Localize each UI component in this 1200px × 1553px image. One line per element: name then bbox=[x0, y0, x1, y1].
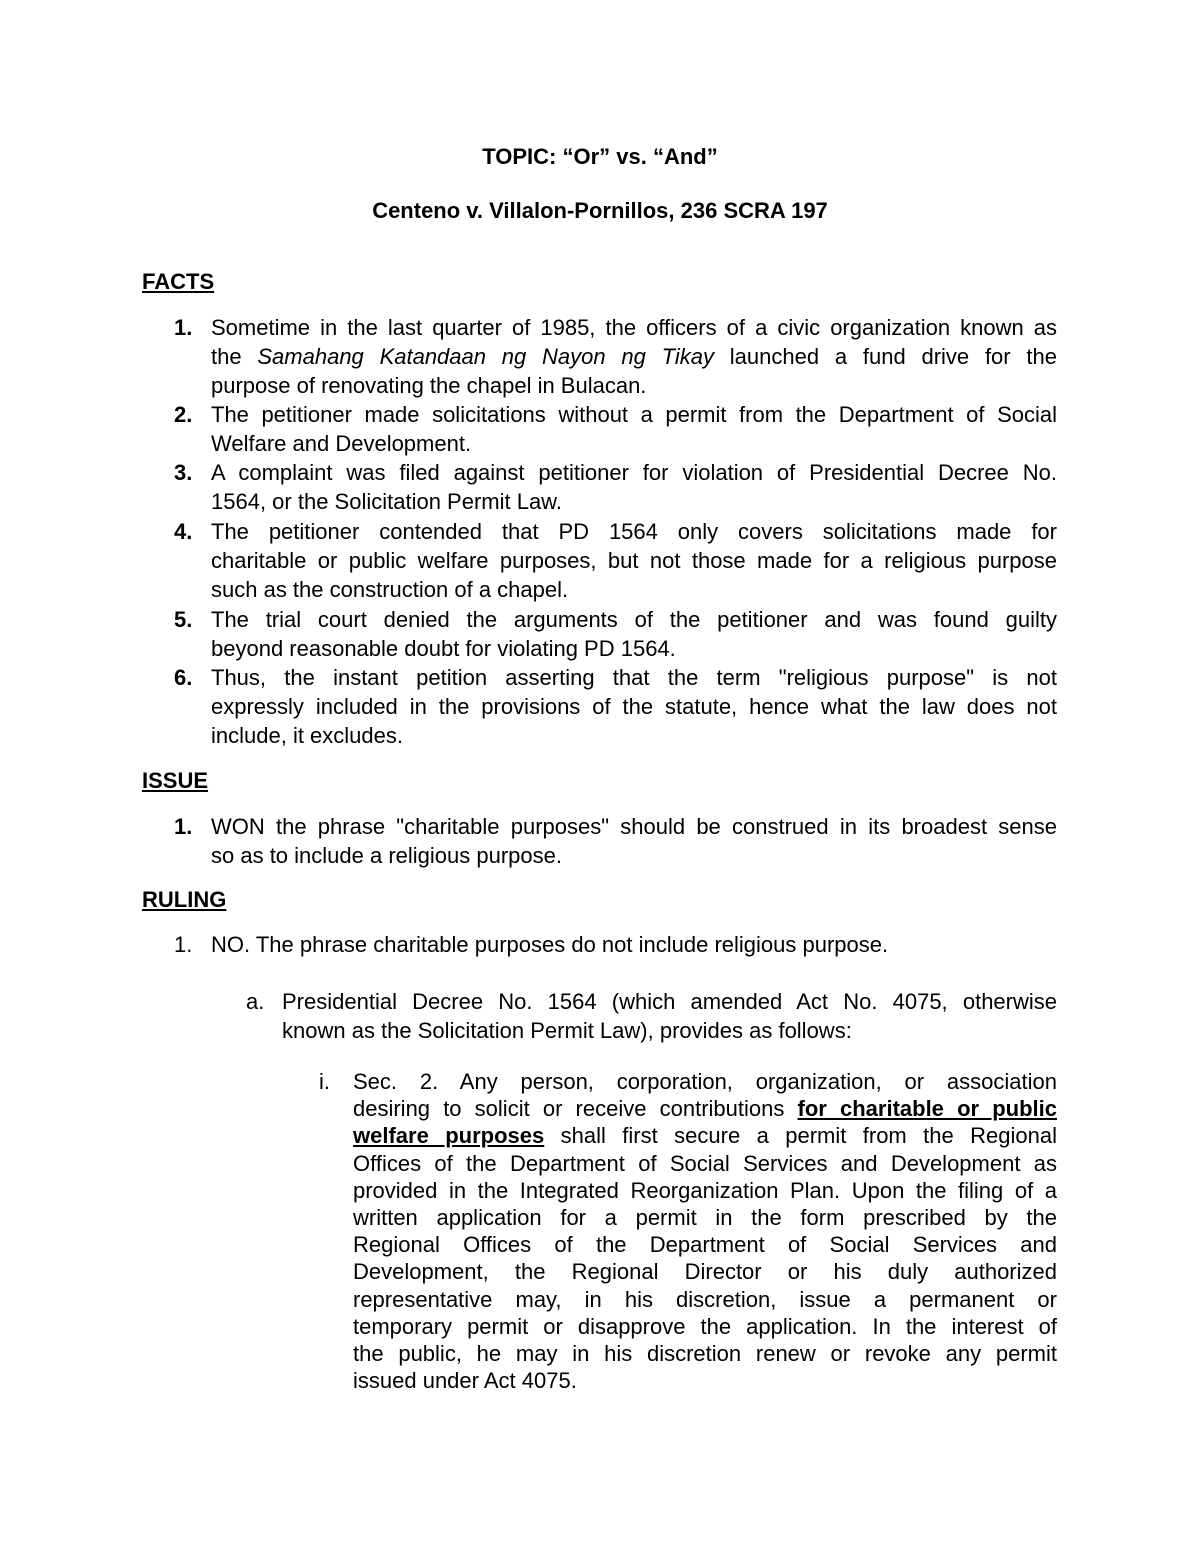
emphasized-phrase-cont: welfare purposes bbox=[353, 1123, 545, 1149]
list-number: 3. bbox=[174, 460, 193, 485]
facts-heading: FACTS bbox=[142, 269, 215, 294]
list-number: 1. bbox=[174, 814, 193, 839]
topic-line: TOPIC: “Or” vs. “And” bbox=[482, 144, 718, 169]
list-text: Presidential Decree No. 1564 (which amended Act No. 4075, otherwise known as the Solicitation Permit Law), provides as follows: bbox=[282, 989, 1057, 1043]
list-text: The petitioner made solicitations without a permit from the Department of Social Welfare and Development. bbox=[211, 402, 1057, 456]
quoted-provision: Sec. 2. Any person, corporation, organization, or association desiring to solicit or receive contributions for charitable or public welfare purposes shall first secure a permit from the Regional Offices of the Department of Social Services and Development as provided in the Integrated Reorganization Plan. Upon the filing of a written application for a permit in the form prescribed by the Regional Offices of the Department of Social Services and Development, the Regional Director or his duly authorized representative may, in his discretion, issue a permanent or temporary permit or disapprove the application. In the interest of the public, he may in his discretion renew or revoke any permit issued under Act 4075. bbox=[353, 1069, 1057, 1394]
list-text: NO. The phrase charitable purposes do not include religious purpose. bbox=[211, 932, 889, 957]
emphasized-phrase: for charitable or public bbox=[797, 1096, 1057, 1122]
list-text: WON the phrase "charitable purposes" should be construed in its broadest sense so as to include a religious purpose. bbox=[211, 814, 1057, 868]
list-number: 1. bbox=[174, 315, 193, 340]
list-text: Thus, the instant petition asserting that the term "religious purpose" is not expressly included in the provisions of the statute, hence what the law does not include, it excludes. bbox=[211, 665, 1057, 748]
list-number: 6. bbox=[174, 665, 193, 690]
list-number: 2. bbox=[174, 402, 193, 427]
list-text: The trial court denied the arguments of the petitioner and was found guilty beyond reasonable doubt for violating PD 1564. bbox=[211, 607, 1057, 661]
case-title: Centeno v. Villalon-Pornillos, 236 SCRA 197 bbox=[372, 198, 828, 223]
list-roman: i. bbox=[319, 1069, 330, 1094]
list-text: The petitioner contended that PD 1564 only covers solicitations made for charitable or public welfare purposes, but not those made for a religious purpose such as the construction of a chapel. bbox=[211, 519, 1057, 602]
list-text: A complaint was filed against petitioner for violation of Presidential Decree No. 1564, or the Solicitation Permit Law. bbox=[211, 460, 1057, 514]
issue-heading: ISSUE bbox=[142, 768, 209, 793]
list-number: 4. bbox=[174, 519, 193, 544]
list-letter: a. bbox=[246, 989, 265, 1014]
list-number: 5. bbox=[174, 607, 193, 632]
ruling-heading: RULING bbox=[142, 887, 227, 912]
list-number: 1. bbox=[174, 932, 193, 957]
list-text: Sometime in the last quarter of 1985, the officers of a civic organization known as the Samahang Katandaan ng Nayon ng Tikay launched a fund drive for the purpose of renovating the chapel in Bulacan. bbox=[211, 315, 1057, 398]
organization-name: Samahang Katandaan ng Nayon ng Tikay bbox=[257, 344, 715, 369]
